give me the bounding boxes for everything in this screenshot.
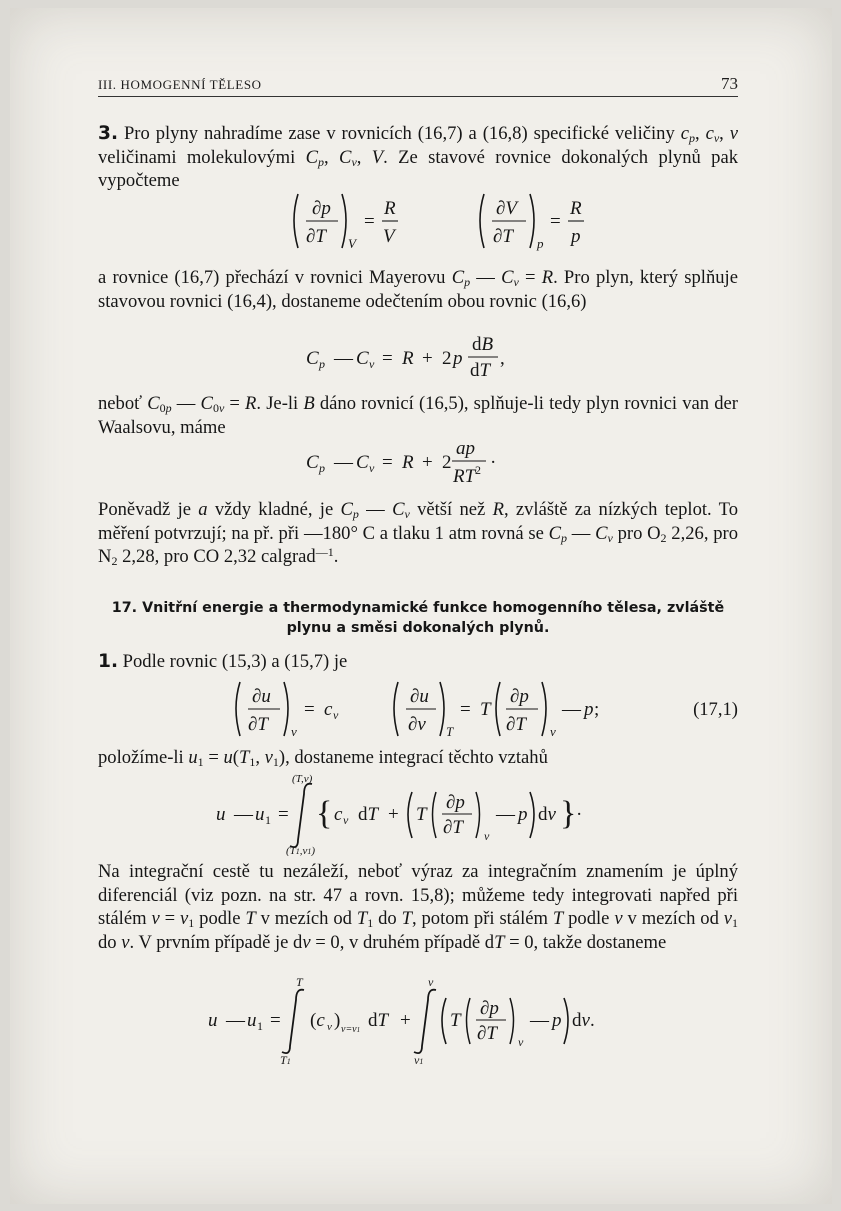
svg-text:1: 1: [265, 813, 271, 827]
svg-text:): ): [334, 1010, 341, 1031]
svg-text:+: +: [400, 1010, 411, 1031]
equation-u-integral-path: [98, 770, 738, 856]
section-17-title: 17. Vnitřní energie a thermodynamické funkce homogenního tělesa, zvláště plynu a směsi dokonalých plynů.: [111, 600, 725, 636]
svg-text:T: T: [480, 699, 491, 720]
svg-text:p: p: [319, 357, 325, 371]
svg-text:dT: dT: [358, 804, 379, 825]
svg-text:+: +: [422, 452, 433, 473]
svg-text:C: C: [306, 452, 319, 473]
svg-text:V: V: [383, 226, 395, 247]
svg-text:p: p: [584, 699, 594, 720]
svg-text:,: ,: [500, 348, 505, 369]
svg-text:c: c: [324, 699, 333, 720]
paragraph-waals: neboť $C_{0p}$ — $C_{0v} = R$. Je-li B dáno rovnicí (16,5), splňuje-li tedy plyn rovnici van der Waalsovu, máme: [98, 393, 738, 438]
item-number: 1.: [98, 651, 119, 672]
paragraph-measurements: Poněvadž je a vždy kladné, je $C_p$ — $C_v$ větší než R, zvláště za nízkých teplot. To měření potvrzují; na př. při —180° C a tlaku 1 atm rovná se $C_p$ — $C_v$ pro $O_2$ 2,26, pro $N_2$ 2,28, pro CO 2,32 calgrad$^{—1}$.: [98, 499, 738, 568]
svg-text:∂v: ∂v: [408, 714, 426, 735]
svg-text:∂p: ∂p: [446, 792, 465, 813]
svg-text:u: u: [247, 1010, 257, 1031]
svg-text:ap: ap: [456, 438, 475, 459]
paragraph-17-1: 1. Podle rovnic (15,3) a (15,7) je: [98, 651, 348, 672]
equation-cp-cv-dB: [98, 332, 738, 380]
svg-text:1: 1: [257, 1019, 263, 1033]
svg-text:(c: (c: [310, 1010, 325, 1031]
svg-text:T: T: [296, 975, 303, 989]
svg-text:+: +: [388, 804, 399, 825]
svg-text:=: =: [364, 211, 375, 232]
svg-text:dT: dT: [470, 360, 491, 380]
svg-text:—: —: [496, 804, 515, 825]
svg-text:RT: RT: [453, 466, 476, 487]
svg-text:=: =: [550, 211, 561, 232]
svg-text:u: u: [216, 804, 226, 825]
svg-text:(T,v): (T,v): [292, 773, 313, 785]
svg-text:R: R: [402, 348, 414, 369]
svg-text:p: p: [319, 461, 325, 475]
svg-text:T: T: [416, 804, 427, 825]
svg-text:∂u: ∂u: [410, 686, 429, 707]
svg-text:∂T: ∂T: [493, 226, 513, 247]
svg-text:C: C: [356, 348, 369, 369]
svg-text:v: v: [333, 708, 339, 722]
equation-17-1: [98, 678, 738, 742]
svg-text:2: 2: [442, 348, 452, 369]
svg-text:∂T: ∂T: [248, 714, 268, 735]
svg-text:∂T: ∂T: [306, 226, 326, 247]
svg-text:T: T: [446, 724, 454, 739]
svg-text:v: v: [369, 357, 375, 371]
svg-text:R: R: [384, 198, 396, 219]
svg-text:∂V: ∂V: [496, 198, 517, 219]
svg-text:p: p: [552, 1010, 562, 1031]
svg-text:=: =: [304, 699, 315, 720]
svg-text:R: R: [402, 452, 414, 473]
equation-dp-dv: [98, 190, 738, 254]
paragraph-integration: položíme-li $u_1 = u(T_1$, $v_1$), dostaneme integrací těchto vztahů: [98, 747, 548, 769]
svg-text:{: {: [316, 795, 333, 832]
svg-text:dv.: dv.: [572, 1010, 595, 1031]
svg-text:dB: dB: [472, 334, 494, 355]
svg-text:v: v: [484, 829, 490, 843]
svg-text:p: p: [453, 348, 463, 369]
svg-text:(T1,v1): (T1,v1): [286, 845, 316, 856]
svg-text:—: —: [334, 348, 353, 369]
svg-text:v: v: [369, 461, 375, 475]
svg-text:∂u: ∂u: [252, 686, 271, 707]
running-header: [98, 74, 738, 97]
svg-text:=: =: [382, 452, 393, 473]
svg-text:dv: dv: [538, 804, 556, 825]
paragraph-3: 3. Pro plyny nahradíme zase v rovnicích (16,7) a (16,8) specifické veličiny $c_p$, $c_v$, v veličinami molekulovými $C_p$, $C_v$, V. Ze stavové rovnice dokonalých plynů pak vypočteme: [98, 123, 739, 191]
svg-text:dT: dT: [368, 1010, 389, 1031]
equation-u-two-integrals: [98, 970, 738, 1066]
paragraph-path-independence: Na integrační cestě tu nezáleží, neboť výraz za integračním znamením je úplný diferenciál (viz pozn. na str. 47 a rovn. 15,8); můžeme tedy integrovati napřed při stálém $v = v_1$ podle T v mezích od $T_1$ do T, potom při stálém T podle v v mezích od $v_1$ do v. V prvním případě je dv = 0, v druhém případě dT = 0, takže dostaneme: [98, 861, 739, 953]
page-number: 73: [721, 74, 738, 93]
svg-text:∂T: ∂T: [506, 714, 526, 735]
svg-text:=: =: [270, 1010, 281, 1031]
svg-text:v: v: [518, 1035, 524, 1049]
svg-text:—: —: [234, 804, 253, 825]
svg-text:=: =: [460, 699, 471, 720]
svg-text:·: ·: [490, 452, 497, 473]
svg-text:v: v: [343, 813, 349, 827]
svg-text:;: ;: [594, 699, 600, 720]
svg-text:C: C: [356, 452, 369, 473]
svg-text:∂p: ∂p: [510, 686, 529, 707]
svg-text:—: —: [226, 1010, 245, 1031]
svg-text:∂T: ∂T: [443, 817, 463, 838]
svg-text:2: 2: [442, 452, 452, 473]
svg-text:v: v: [428, 975, 434, 989]
svg-text:v=v1: v=v1: [341, 1024, 361, 1035]
item-number: 3.: [98, 123, 119, 144]
svg-text:v1: v1: [414, 1053, 424, 1066]
svg-text:∂p: ∂p: [480, 998, 499, 1019]
svg-text:V: V: [348, 236, 356, 251]
svg-text:—: —: [334, 452, 353, 473]
equation-cp-cv-ap: [98, 438, 738, 488]
svg-text:=: =: [382, 348, 393, 369]
svg-text:—: —: [530, 1010, 549, 1031]
svg-text:R: R: [570, 198, 582, 219]
svg-text:u: u: [208, 1010, 218, 1031]
svg-text:=: =: [278, 804, 289, 825]
svg-text:c: c: [334, 804, 343, 825]
svg-text:p: p: [518, 804, 528, 825]
svg-text:∂p: ∂p: [312, 198, 331, 219]
svg-text:·: ·: [576, 804, 583, 825]
svg-text:+: +: [422, 348, 433, 369]
svg-text:T1: T1: [280, 1053, 291, 1066]
svg-text:p: p: [571, 226, 581, 247]
svg-text:u: u: [255, 804, 265, 825]
equation-label: (17,1): [693, 699, 738, 720]
svg-text:2: 2: [475, 463, 481, 477]
section-header: III. HOMOGENNÍ TĚLESO: [98, 77, 262, 92]
paragraph-mayer: a rovnice (16,7) přechází v rovnici Mayerovu $C_p$ — $C_v = R$. Pro plyn, který splňuje stavovou rovnici (16,4), dostaneme odečtením obou rovnic (16,6): [98, 267, 738, 312]
svg-text:v: v: [550, 724, 556, 739]
svg-text:v: v: [291, 724, 297, 739]
svg-text:∂T: ∂T: [477, 1023, 497, 1044]
svg-text:v: v: [327, 1021, 332, 1033]
svg-text:}: }: [560, 795, 577, 832]
svg-text:—: —: [562, 699, 581, 720]
book-page: [10, 8, 832, 1204]
svg-text:p: p: [537, 236, 544, 251]
svg-text:T: T: [450, 1010, 461, 1031]
svg-text:C: C: [306, 348, 319, 369]
